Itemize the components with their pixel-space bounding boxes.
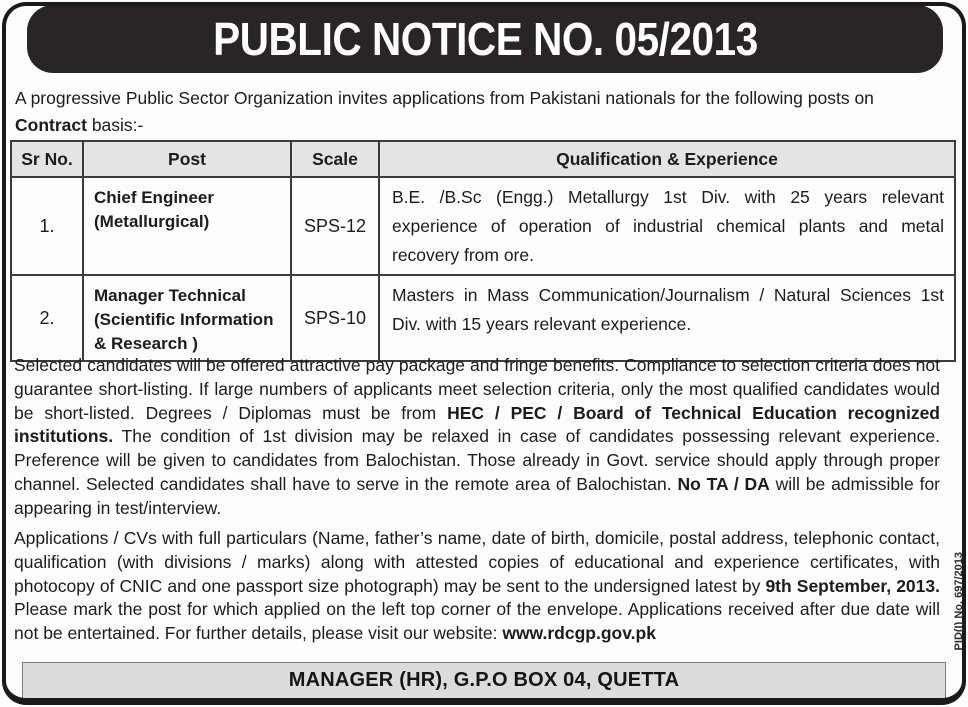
table-row [11,177,955,275]
cell-post: Chief Engineer (Metallurgical) [83,177,291,275]
posts-table [10,140,956,362]
notice-title: PUBLIC NOTICE NO. 05/2013 [212,13,758,65]
cell-post: Manager Technical (Scientific Information & Research ) [83,275,291,361]
col-header-post: Post [83,141,291,177]
footer-contact-address: MANAGER (HR), G.P.O BOX 04, QUETTA [288,669,680,691]
pid-number-sidenote [951,509,967,694]
cell-qualification: B.E. /B.Sc (Engg.) Metallurgy 1st Div. with 25 years relevant experience of operation of industrial chemical plants and metal recovery from ore. [379,177,955,275]
title-bar [27,5,943,73]
col-header-qualification: Qualification & Experience [379,141,955,177]
selection-terms-paragraph: Selected candidates will be offered attractive pay package and fringe benefits. Compliance to selection criteria does not guarantee short-listing. If large numbers of applicants meet selection criteria, only the most qualified candidates would be short-listed. Degrees / Diplomas must be from HEC / PEC / Board of Technical Education recognized institutions. The condition of 1st division may be relaxed in case of candidates possessing relevant experience. Preference will be given to candidates from Balochistan. Those already in Govt. service should apply through proper channel. Selected candidates shall have to serve in the remote area of Balochistan. No TA / DA will be admissible for appearing in test/interview. [14,355,941,518]
cell-scale: SPS-12 [291,177,379,275]
application-instructions-paragraph: Applications / CVs with full particulars (Name, father’s name, date of birth, domicile, postal address, telephonic contact, qualification (with divisions / marks) along with attested copies of educational and experience certificates, with photocopy of CNIC and one passport size photograph) may be sent to the undersigned latest by 9th September, 2013. Please mark the post for which applied on the left top corner of the envelope. Applications received after due date will not be entertained. For further details, please visit our website: www.rdcgp.gov.pk [14,528,940,644]
pid-number-text: PID(I) No. 697/2013 [953,552,965,651]
cell-qualification: Masters in Mass Communication/Journalism / Natural Sciences 1st Div. with 15 years relevant experience. [379,275,955,361]
cell-scale: SPS-10 [291,275,379,361]
col-header-scale: Scale [291,141,379,177]
footer-bar [22,662,946,699]
cell-sr-no: 1. [11,177,83,275]
table-header-row [11,141,955,177]
intro-paragraph: A progressive Public Sector Organization invites applications from Pakistani nationals for the following posts on Contract basis:- [15,88,874,135]
col-header-sr-no: Sr No. [11,141,83,177]
cell-sr-no: 2. [11,275,83,361]
table-row [11,275,955,361]
